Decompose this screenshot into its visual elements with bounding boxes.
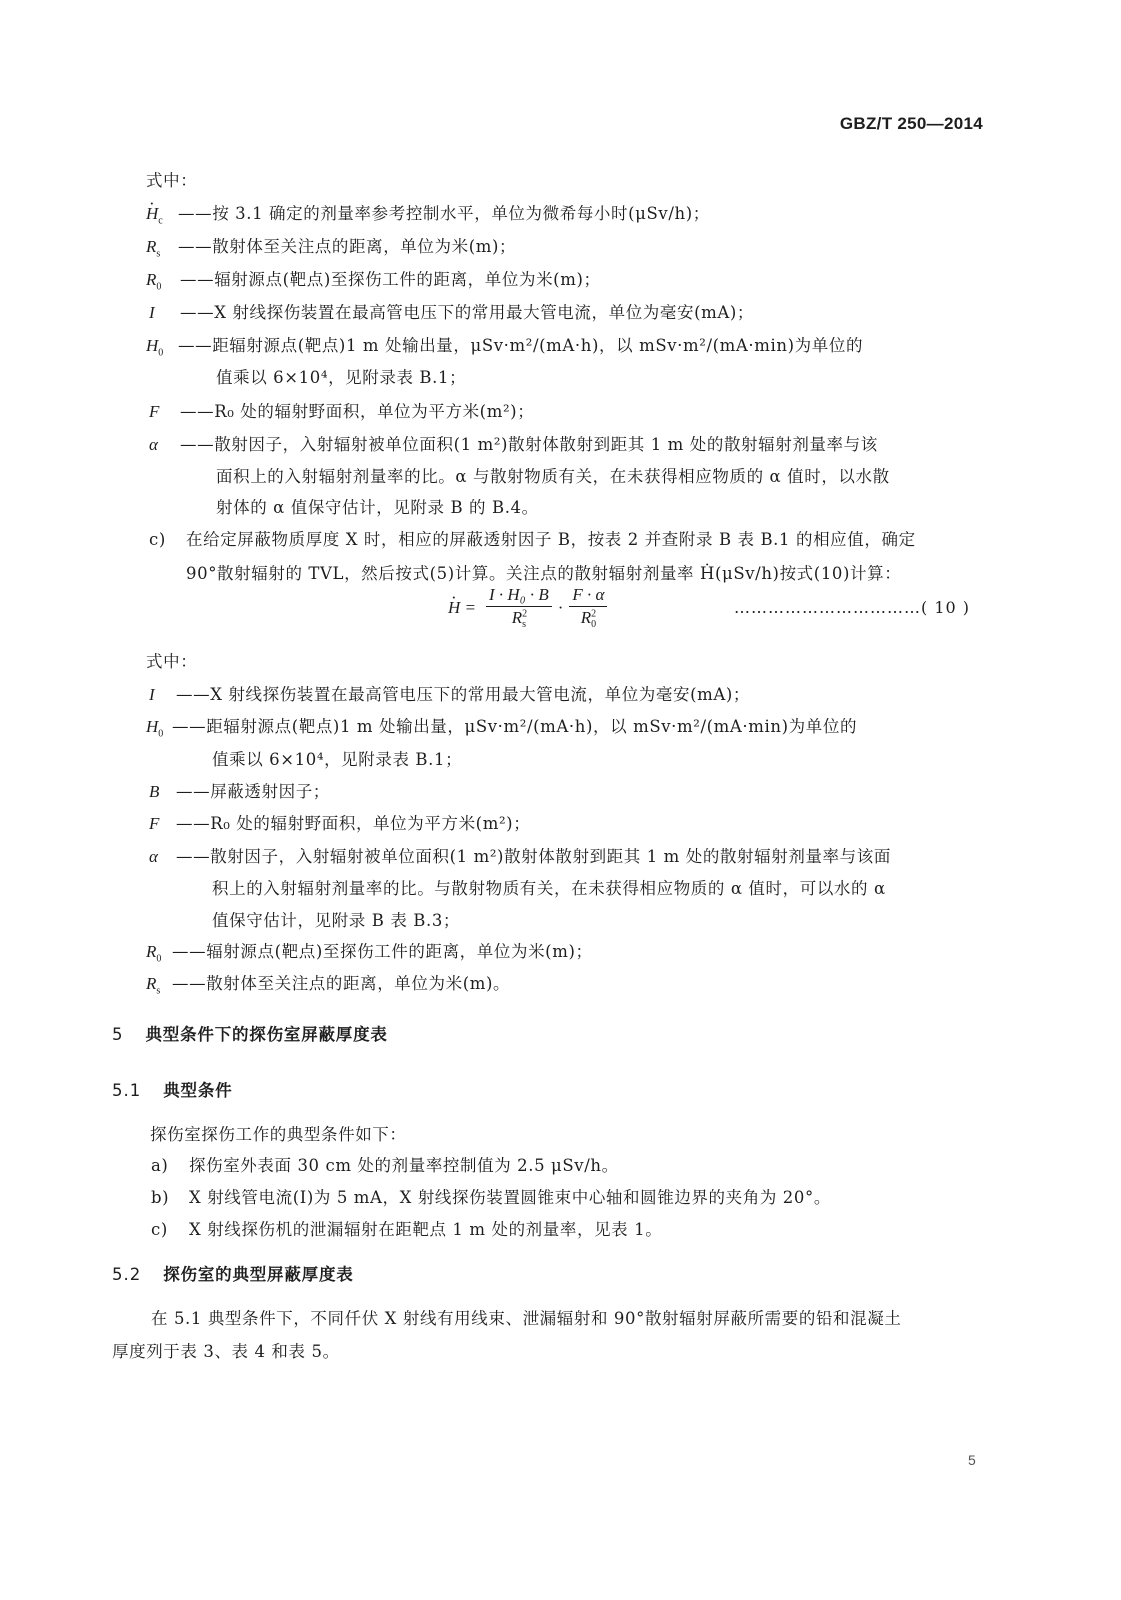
formula-10 [448, 585, 611, 630]
def2-rs: ——散射体至关注点的距离，单位为米(m)。 [172, 974, 511, 993]
item-c-line2: 90°散射辐射的 TVL，然后按式(5)计算。关注点的散射辐射剂量率 Ḣ(μSv/h)按式(10)计算： [186, 564, 902, 583]
section-5-2-number: 5.2 [112, 1265, 142, 1284]
def2-alpha-line3: 值保守估计，见附录 B 表 B.3； [212, 911, 461, 930]
def-f: ——R₀ 处的辐射野面积，单位为平方米(m²)； [180, 402, 535, 421]
fraction-2-numerator: F · α [569, 585, 607, 607]
def2-b: ——屏蔽透射因子； [176, 782, 330, 801]
formula-times: · [557, 597, 564, 617]
fraction-2 [569, 585, 607, 630]
symbol-r0-2: $R_0$ [146, 942, 162, 965]
symbol-i-2: I [149, 685, 155, 704]
section-5-number: 5 [112, 1025, 124, 1044]
where-label-2: 式中： [146, 652, 198, 671]
section-5-2-heading [112, 1264, 354, 1286]
def2-alpha-line1: ——散射因子，入射辐射被单位面积(1 m²)散射体散射到距其 1 m 处的散射辐射剂量率与该面 [176, 847, 891, 866]
section-5-2-title: 探伤室的典型屏蔽厚度表 [163, 1265, 354, 1284]
list-item-c2: X 射线探伤机的泄漏辐射在距靶点 1 m 处的剂量率，见表 1。 [189, 1220, 663, 1239]
symbol-hc: · $H_c$ [146, 203, 163, 232]
def-i: ——X 射线探伤装置在最高管电压下的常用最大管电流，单位为毫安(mA)； [180, 303, 755, 322]
symbol-f: F [149, 402, 160, 421]
symbol-rs: $R_s$ [146, 237, 161, 260]
section-5-1-title: 典型条件 [163, 1081, 233, 1100]
def2-alpha-line2: 积上的入射辐射剂量率的比。与散射物质有关，在未获得相应物质的 α 值时，可以水的 α [212, 879, 886, 898]
symbol-rs-2: $R_s$ [146, 974, 161, 997]
fraction-1-numerator: I · H₀ · B [486, 585, 552, 607]
def-alpha-line3: 射体的 α 值保守估计，见附录 B 的 B.4。 [216, 498, 539, 517]
symbol-alpha-2: α [149, 847, 158, 866]
list-marker-c: c) [149, 530, 166, 549]
def2-r0: ——辐射源点(靶点)至探伤工件的距离，单位为米(m)； [172, 942, 593, 961]
fraction-1 [486, 585, 552, 630]
symbol-alpha: α [149, 435, 158, 454]
section-5-1-intro: 探伤室探伤工作的典型条件如下： [150, 1125, 407, 1144]
symbol-b: B [149, 782, 160, 801]
def-alpha-line2: 面积上的入射辐射剂量率的比。α 与散射物质有关，在未获得相应物质的 α 值时，以水散 [216, 467, 890, 486]
def-hc: ——按 3.1 确定的剂量率参考控制水平，单位为微希每小时(μSv/h)； [178, 204, 710, 223]
symbol-r0: $R_0$ [146, 270, 162, 293]
symbol-i: I [149, 303, 155, 322]
page-number: 5 [968, 1452, 976, 1468]
list-marker-b: b) [151, 1188, 170, 1207]
def-rs: ——散射体至关注点的距离，单位为米(m)； [178, 237, 517, 256]
fraction-2-denominator: $R^2_0$ [580, 608, 597, 631]
list-marker-a: a) [151, 1156, 169, 1175]
def2-h0-line1: ——距辐射源点(靶点)1 m 处输出量，μSv·m²/(mA·h)，以 mSv·m²/(mA·min)为单位的 [172, 717, 858, 736]
item-c-line1: 在给定屏蔽物质厚度 X 时，相应的屏蔽透射因子 B，按表 2 并查附录 B 表 B.1 的相应值，确定 [186, 530, 916, 549]
fraction-1-denominator: $R^2_s$ [511, 608, 528, 631]
where-label: 式中： [146, 171, 198, 190]
section-5-heading [112, 1024, 388, 1046]
section-5-1-number: 5.1 [112, 1081, 142, 1100]
section-5-title: 典型条件下的探伤室屏蔽厚度表 [145, 1025, 388, 1044]
equation-number: ……………………………( 10 ) [734, 598, 971, 617]
list-item-a: 探伤室外表面 30 cm 处的剂量率控制值为 2.5 μSv/h。 [189, 1156, 619, 1175]
def-r0: ——辐射源点(靶点)至探伤工件的距离，单位为米(m)； [180, 270, 601, 289]
section-5-2-paragraph-line1: 在 5.1 典型条件下，不同仟伏 X 射线有用线束、泄漏辐射和 90°散射辐射屏蔽所需要的铅和混凝土 [151, 1309, 902, 1328]
list-item-b: X 射线管电流(I)为 5 mA，X 射线探伤装置圆锥束中心轴和圆锥边界的夹角为 20°。 [189, 1188, 831, 1207]
def-h0-line1: ——距辐射源点(靶点)1 m 处输出量，μSv·m²/(mA·h)，以 mSv·m²/(mA·min)为单位的 [178, 336, 864, 355]
document-number: GBZ/T 250—2014 [839, 114, 983, 133]
def-alpha-line1: ——散射因子，入射辐射被单位面积(1 m²)散射体散射到距其 1 m 处的散射辐射剂量率与该 [180, 435, 878, 454]
def2-i: ——X 射线探伤装置在最高管电压下的常用最大管电流，单位为毫安(mA)； [176, 685, 751, 704]
symbol-h0-2: $H_0$ [146, 717, 164, 740]
list-marker-c2: c) [151, 1220, 168, 1239]
def-h0-line2: 值乘以 6×10⁴，见附录表 B.1； [216, 368, 467, 387]
section-5-2-paragraph-line2: 厚度列于表 3、表 4 和表 5。 [112, 1342, 340, 1361]
formula-lhs: · H = [448, 598, 476, 618]
def2-f: ——R₀ 处的辐射野面积，单位为平方米(m²)； [176, 814, 531, 833]
def2-h0-line2: 值乘以 6×10⁴，见附录表 B.1； [212, 750, 463, 769]
symbol-f-2: F [149, 814, 160, 833]
section-5-1-heading [112, 1080, 232, 1102]
symbol-h0: $H_0$ [146, 336, 164, 359]
